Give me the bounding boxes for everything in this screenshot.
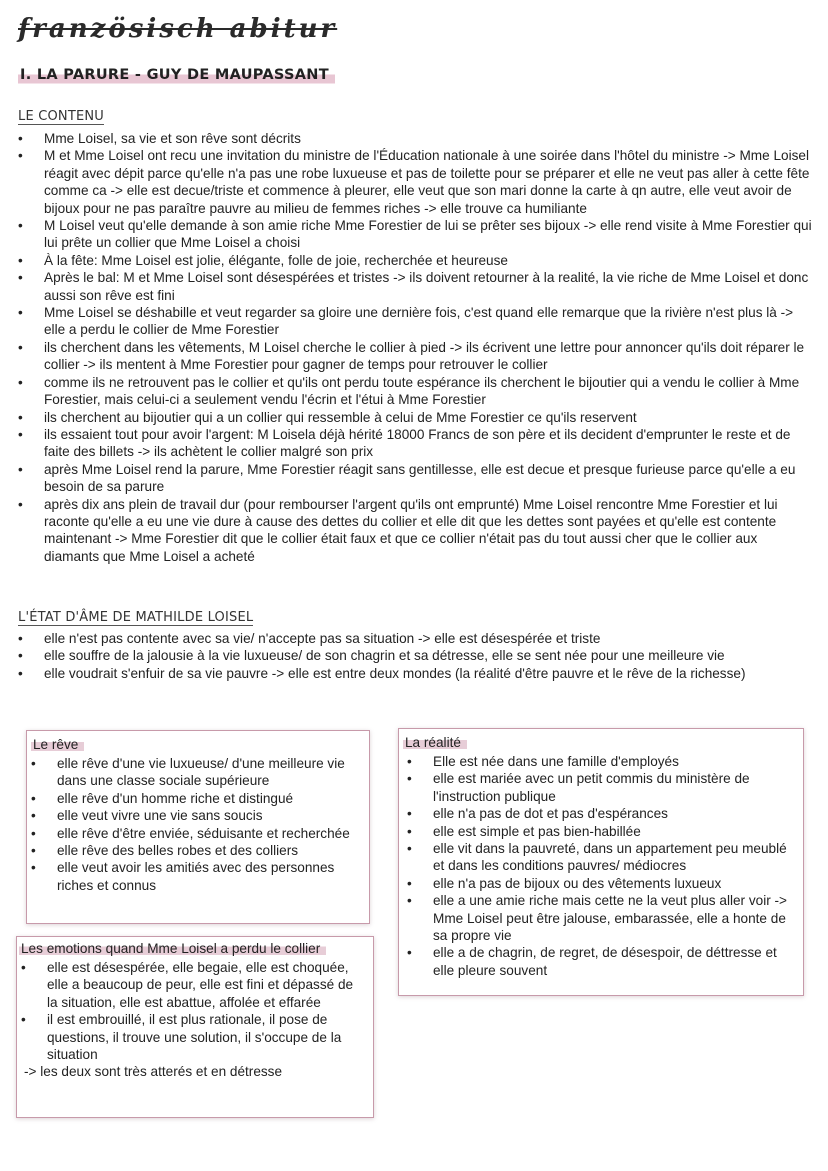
realite-title: La réalité bbox=[403, 735, 467, 750]
list-item: • elle n'a pas de dot et pas d'espérances bbox=[405, 805, 795, 822]
realite-list bbox=[405, 753, 795, 979]
list-item: • elle est désespérée, elle begaie, elle est choquée, elle a beaucoup de peur, elle est fini et dépassé de la situation, elle est abattue, affolée et effarée bbox=[19, 959, 359, 1011]
list-item: • elle est mariée avec un petit commis du ministère de l'instruction publique bbox=[405, 770, 795, 805]
list-item: • À la fête: Mme Loisel est jolie, élégante, folle de joie, recherchée et heureuse bbox=[16, 252, 812, 269]
list-item: • elle n'est pas contente avec sa vie/ n'accepte pas sa situation -> elle est désespérée et triste bbox=[16, 630, 812, 647]
list-item: • ils cherchent dans les vêtements, M Loisel cherche le collier à pied -> ils écrivent une lettre pour annoncer qu'ils doit réparer le collier -> ils mentent à Mme Forestier pour gagner de temps pour retrouver le collier bbox=[16, 339, 812, 374]
contenu-heading: LE CONTENU bbox=[18, 109, 105, 124]
list-item: • elle voudrait s'enfuir de sa vie pauvre -> elle est entre deux mondes (la réalité d'être pauvre et le rêve de la richesse) bbox=[16, 665, 812, 682]
list-item: • M et Mme Loisel ont recu une invitation du ministre de l'Éducation nationale à une soirée dans l'hôtel du ministre -> Mme Loisel réagit avec dépit parce qu'elle n'a pas une robe luxueuse et pas de toilette pour se préparer et elle ne veut pas aller à cette fête comme ca -> elle est decue/triste et commence à pleurer, elle veut que son mari donne la carte à qn autre, elle veut avoir de bijoux pour ne pas paraître pauvre au milieu de femmes riches -> elle trouve ca humiliante bbox=[16, 147, 812, 217]
list-item: • elle veut vivre une vie sans soucis bbox=[29, 807, 361, 824]
list-item: • elle veut avoir les amitiés avec des personnes riches et connus bbox=[29, 859, 361, 894]
list-item: • elle rêve d'un homme riche et distingué bbox=[29, 790, 361, 807]
list-item: • elle souffre de la jalousie à la vie luxueuse/ de son chagrin et sa détresse, elle se sent née pour une meilleure vie bbox=[16, 647, 812, 664]
realite-box bbox=[398, 728, 804, 996]
list-item: • Elle est née dans une famille d'employés bbox=[405, 753, 795, 770]
emotions-list bbox=[19, 959, 359, 1063]
list-item: • ils cherchent au bijoutier qui a un collier qui ressemble à celui de Mme Forestier ce qu'ils reservent bbox=[16, 409, 812, 426]
emotions-title: Les emotions quand Mme Loisel a perdu le collier bbox=[19, 941, 326, 956]
list-item: • Mme Loisel, sa vie et son rêve sont décrits bbox=[16, 130, 812, 147]
list-item: • elle a une amie riche mais cette ne la veut plus aller voir -> Mme Loisel peut être jalouse, embarassée, elle a honte de sa propre vie bbox=[405, 892, 795, 944]
etat-list bbox=[16, 630, 812, 682]
list-item: • elle a de chagrin, de regret, de désespoir, de déttresse et elle pleure souvent bbox=[405, 944, 795, 979]
list-item: • ils essaient tout pour avoir l'argent: M Loisela déjà hérité 18000 Francs de son père et ils decident d'emprunter le reste et de faite des billets -> ils achètent le collier malgré son prix bbox=[16, 426, 812, 461]
list-item: • Après le bal: M et Mme Loisel sont désespérées et tristes -> ils doivent retourner à la realité, la vie riche de Mme Loisel et donc aussi son rêve est fini bbox=[16, 269, 812, 304]
list-item: • elle est simple et pas bien-habillée bbox=[405, 823, 795, 840]
list-item: • elle vit dans la pauvreté, dans un appartement peu meublé et dans les conditions pauvres/ médiocres bbox=[405, 840, 795, 875]
contenu-list bbox=[16, 130, 812, 565]
list-item: • elle n'a pas de bijoux ou des vêtements luxueux bbox=[405, 875, 795, 892]
reve-title: Le rêve bbox=[31, 737, 84, 752]
list-item: • M Loisel veut qu'elle demande à son amie riche Mme Forestier de lui se prêter ses bijoux -> elle rend visite à Mme Forestier qui lui prête un collier que Mme Loisel a choisi bbox=[16, 217, 812, 252]
list-item: • après Mme Loisel rend la parure, Mme Forestier réagit sans gentillesse, elle est decue et presque furieuse parce qu'elle a eu besoin de sa parure bbox=[16, 461, 812, 496]
list-item: • elle rêve d'être enviée, séduisante et recherchée bbox=[29, 825, 361, 842]
script-title: französisch abitur bbox=[18, 14, 338, 44]
etat-heading: L'ÉTAT D'ÂME DE MATHILDE LOISEL bbox=[18, 610, 254, 625]
reve-list bbox=[29, 755, 361, 894]
emotions-box bbox=[16, 936, 374, 1118]
reve-box bbox=[26, 730, 370, 924]
list-item: • Mme Loisel se déshabille et veut regarder sa gloire une dernière fois, c'est quand elle remarque que la rivière n'est plus là -> elle a perdu le collier de Mme Forestier bbox=[16, 304, 812, 339]
list-item: • elle rêve des belles robes et des colliers bbox=[29, 842, 361, 859]
list-item: • comme ils ne retrouvent pas le collier et qu'ils ont perdu toute espérance ils cherchent le bijoutier qui a vendu le collier à Mme Forestier, mais celui-ci a seulement vendu l'écrin et l'étui à Mme Forestier bbox=[16, 374, 812, 409]
list-item: • après dix ans plein de travail dur (pour rembourser l'argent qu'ils ont emprunté) Mme Loisel rencontre Mme Forestier et lui raconte qu'elle a eu une vie dure à cause des dettes du collier et elle dit que les dettes sont payées et qu'elle est contente maintenant -> Mme Forestier dit que le collier était faux et que ce collier n'était pas du tout aussi cher que le collier aux diamants que Mme Loisel a acheté bbox=[16, 496, 812, 566]
emotions-note: -> les deux sont très atterés et en détresse bbox=[24, 1064, 283, 1080]
main-heading: I. LA PARURE - GUY DE MAUPASSANT bbox=[18, 66, 335, 85]
list-item: • il est embrouillé, il est plus rationale, il pose de questions, il trouve une solution, il s'occupe de la situation bbox=[19, 1011, 359, 1063]
list-item: • elle rêve d'une vie luxueuse/ d'une meilleure vie dans une classe sociale supérieure bbox=[29, 755, 361, 790]
